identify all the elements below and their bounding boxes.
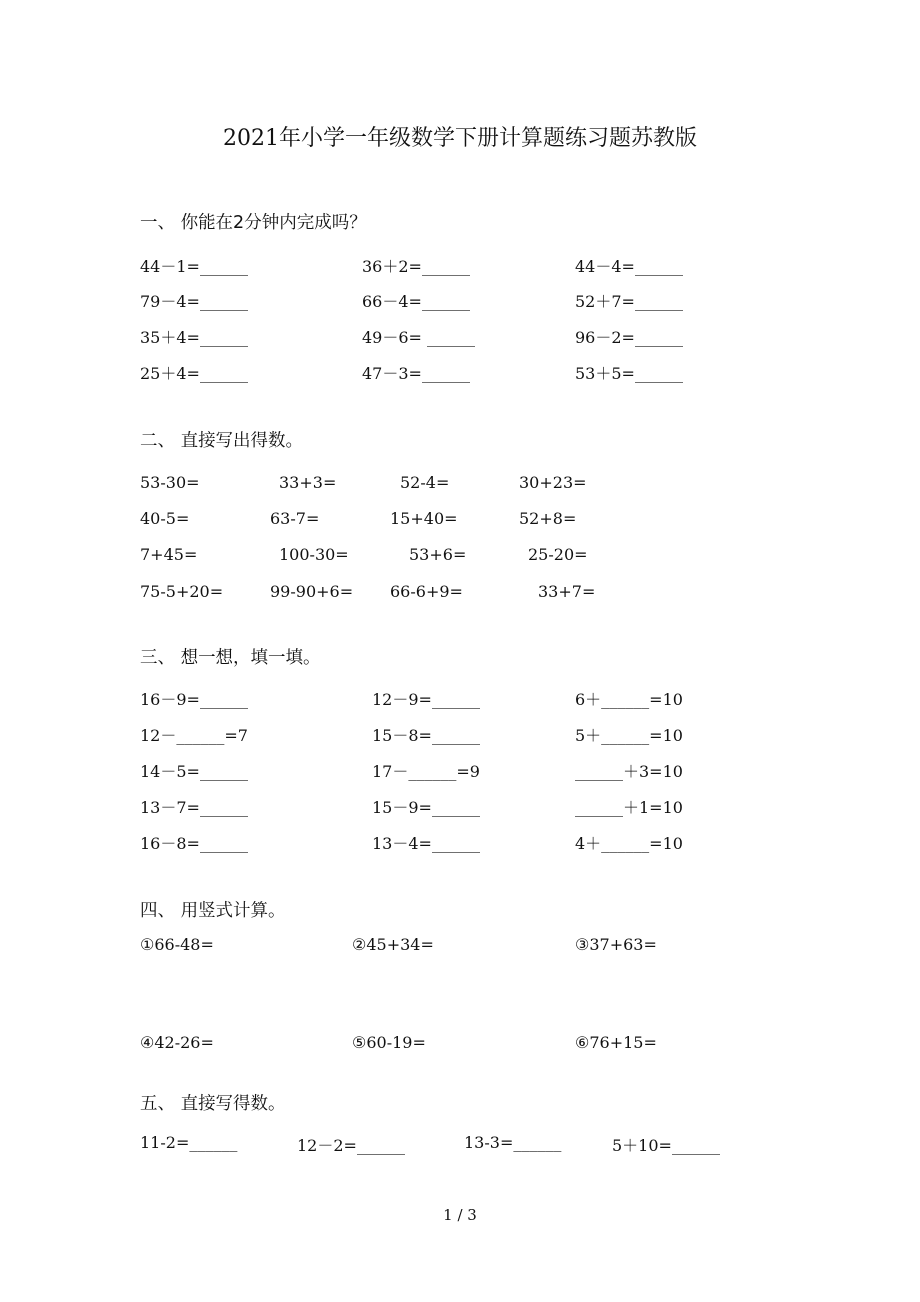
problem-1-2-2: 66－4=______ xyxy=(362,292,470,311)
problem-3-3-1: 14－5=______ xyxy=(140,762,248,781)
problem-1-3-2: 49－6= ______ xyxy=(362,328,476,347)
problem-1-1-3: 44－4=______ xyxy=(575,257,683,276)
problem-4-2-1: ④42-26= xyxy=(140,1033,214,1052)
problem-2-4-1: 75-5+20= xyxy=(140,582,224,601)
problem-3-5-1: 16－8=______ xyxy=(140,834,248,853)
problem-3-2-2: 15－8=______ xyxy=(372,726,480,745)
page-number: 1 / 3 xyxy=(443,1206,477,1224)
problem-1-4-2: 47－3=______ xyxy=(362,364,470,383)
problem-1-3-1: 35＋4=______ xyxy=(140,328,248,347)
problem-2-1-1: 53-30= xyxy=(140,473,200,492)
problem-3-3-3: ______＋3=10 xyxy=(575,762,683,781)
problem-4-2-2: ⑤60-19= xyxy=(352,1033,426,1052)
problem-2-3-4: 25-20= xyxy=(528,545,588,564)
problem-3-2-1: 12－______=7 xyxy=(140,726,248,745)
problem-3-5-2: 13－4=______ xyxy=(372,834,480,853)
problem-2-3-1: 7+45= xyxy=(140,545,198,564)
problem-3-4-3: ______＋1=10 xyxy=(575,798,683,817)
section-4-heading: 四、 用竖式计算。 xyxy=(140,901,286,921)
problem-3-1-1: 16－9=______ xyxy=(140,690,248,709)
problem-4-1-2: ②45+34= xyxy=(352,935,434,954)
problem-2-2-4: 52+8= xyxy=(519,509,577,528)
problem-5-1-1: 11-2=______ xyxy=(140,1133,238,1152)
problem-3-1-3: 6＋______=10 xyxy=(575,690,683,709)
problem-5-1-3: 13-3=______ xyxy=(464,1133,562,1152)
problem-2-4-4: 33+7= xyxy=(538,582,596,601)
problem-2-3-3: 53+6= xyxy=(409,545,467,564)
problem-2-1-3: 52-4= xyxy=(400,473,450,492)
problem-1-4-3: 53＋5=______ xyxy=(575,364,683,383)
problem-2-2-3: 15+40= xyxy=(390,509,458,528)
problem-3-3-2: 17－______=9 xyxy=(372,762,480,781)
section-1-heading: 一、 你能在2分钟内完成吗？ xyxy=(140,213,367,233)
problem-2-4-3: 66-6+9= xyxy=(390,582,463,601)
problem-2-1-2: 33+3= xyxy=(279,473,337,492)
problem-3-4-1: 13－7=______ xyxy=(140,798,248,817)
problem-1-2-3: 52＋7=______ xyxy=(575,292,683,311)
problem-4-1-1: ①66-48= xyxy=(140,935,214,954)
problem-1-1-2: 36＋2=______ xyxy=(362,257,470,276)
problem-3-5-3: 4＋______=10 xyxy=(575,834,683,853)
section-2-heading: 二、 直接写出得数。 xyxy=(140,431,304,451)
section-3-heading: 三、 想一想，填一填。 xyxy=(140,648,321,668)
problem-1-2-1: 79－4=______ xyxy=(140,292,248,311)
problem-2-4-2: 99-90+6= xyxy=(270,582,354,601)
problem-3-1-2: 12－9=______ xyxy=(372,690,480,709)
page-title: 2021年小学一年级数学下册计算题练习题苏教版 xyxy=(223,126,697,151)
problem-1-1-1: 44－1=______ xyxy=(140,257,248,276)
problem-1-3-3: 96－2=______ xyxy=(575,328,683,347)
problem-2-2-2: 63-7= xyxy=(270,509,320,528)
problem-2-3-2: 100-30= xyxy=(279,545,349,564)
problem-5-1-2: 12－2=______ xyxy=(297,1136,405,1155)
problem-4-2-3: ⑥76+15= xyxy=(575,1033,657,1052)
problem-2-2-1: 40-5= xyxy=(140,509,190,528)
problem-4-1-3: ③37+63= xyxy=(575,935,657,954)
problem-3-2-3: 5＋______=10 xyxy=(575,726,683,745)
section-5-heading: 五、 直接写得数。 xyxy=(140,1094,286,1114)
problem-3-4-2: 15－9=______ xyxy=(372,798,480,817)
problem-1-4-1: 25＋4=______ xyxy=(140,364,248,383)
problem-5-1-4: 5＋10=______ xyxy=(612,1136,720,1155)
problem-2-1-4: 30+23= xyxy=(519,473,587,492)
